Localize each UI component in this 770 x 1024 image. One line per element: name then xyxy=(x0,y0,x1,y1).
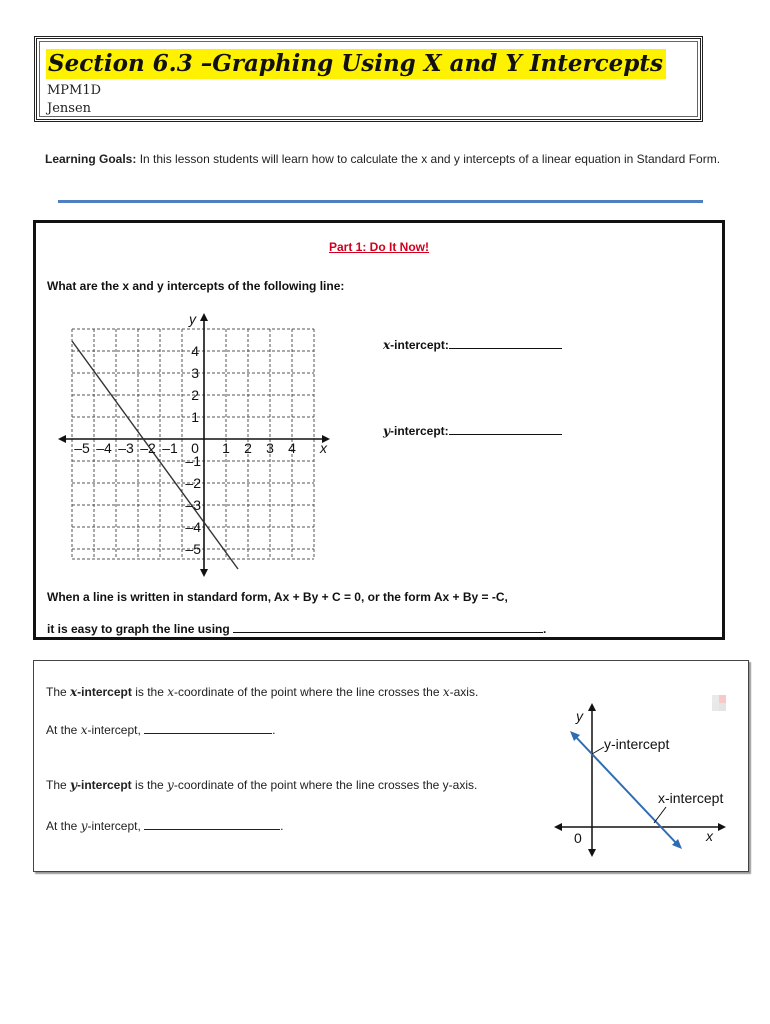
learning-goals-text: In this lesson students will learn how to calculate the x and y intercepts of a linear equation in Standard Form. xyxy=(139,152,721,166)
x-axis-arrow-left xyxy=(58,435,66,443)
y-intercept-label: -intercept: xyxy=(389,424,449,438)
text-fragment: y xyxy=(167,778,174,792)
part1-question: What are the x and y intercepts of the following line: xyxy=(47,279,345,293)
intercept-diagram xyxy=(554,699,734,859)
text-fragment: x xyxy=(167,685,174,699)
text-fragment: -axis. xyxy=(449,685,479,699)
text-fragment: -coordinate of the point where the line crosses the xyxy=(174,685,443,699)
x-tick: 1 xyxy=(222,440,230,456)
y-axis-arrow-down xyxy=(200,569,208,577)
y-tick: –1 xyxy=(185,453,201,469)
y-tick: 1 xyxy=(191,409,199,425)
y-tick: –4 xyxy=(185,519,201,535)
y-tick: –5 xyxy=(185,541,201,557)
title-box xyxy=(34,36,703,122)
intercepts-box xyxy=(33,660,749,872)
at-x-answer-line[interactable] xyxy=(144,721,272,734)
at-y-answer-line[interactable] xyxy=(144,817,280,830)
x-tick: –5 xyxy=(74,440,90,456)
x-tick: 0 xyxy=(191,440,199,456)
part1-heading: Part 1: Do It Now! xyxy=(328,240,429,254)
text-fragment: . xyxy=(272,723,276,737)
text-fragment: At the xyxy=(46,819,81,833)
y-intercept-blank xyxy=(383,422,562,438)
y-intercept-answer-line[interactable] xyxy=(449,422,562,435)
graph-y-label: y xyxy=(189,311,196,327)
diagram-origin-label: 0 xyxy=(574,830,582,846)
diagram-y-label: y xyxy=(576,708,583,724)
diagram-x-label: x xyxy=(706,828,713,844)
diagram-y-intercept-label: y-intercept xyxy=(604,736,670,752)
learning-goals xyxy=(45,149,730,169)
diagram-x-intercept-label: x-intercept xyxy=(658,790,724,806)
diagram-x-arrow-left xyxy=(554,823,562,831)
y-intercept-definition xyxy=(46,778,477,792)
text-fragment: x xyxy=(70,685,78,699)
page-title: Section 6.3 –Graphing Using X and Y Intercepts xyxy=(46,49,666,79)
x-tick: –1 xyxy=(162,440,178,456)
easy-text-line xyxy=(47,620,546,636)
y-tick: –3 xyxy=(185,497,201,513)
x-intercept-var: x xyxy=(383,338,391,352)
x-intercept-answer-line[interactable] xyxy=(449,336,562,349)
coordinate-graph xyxy=(56,311,346,583)
text-fragment: is the xyxy=(131,778,168,792)
y-tick: 2 xyxy=(191,387,199,403)
text-fragment: The xyxy=(46,778,71,792)
x-intercept-definition xyxy=(46,685,478,699)
x-tick: 4 xyxy=(288,440,296,456)
easy-text-end: . xyxy=(543,622,547,636)
at-x-intercept xyxy=(46,721,276,737)
diagram-x-arrow-right xyxy=(718,823,726,831)
easy-text: it is easy to graph the line using xyxy=(47,622,230,636)
y-intercept-var: y xyxy=(383,424,390,438)
easy-answer-line[interactable] xyxy=(233,620,543,633)
y-intercept-pointer xyxy=(592,747,604,754)
text-fragment: At the xyxy=(46,723,81,737)
text-fragment: is the xyxy=(131,685,168,699)
text-fragment: x xyxy=(80,723,88,737)
graph-x-label: x xyxy=(320,440,327,456)
x-intercept-pointer xyxy=(654,807,666,823)
diagram-y-arrow-up xyxy=(588,703,596,711)
text-fragment: -intercept xyxy=(77,778,132,792)
y-tick: –2 xyxy=(185,475,201,491)
text-fragment: -intercept, xyxy=(87,723,145,737)
x-tick: –3 xyxy=(118,440,134,456)
divider xyxy=(58,200,703,203)
text-fragment: The xyxy=(46,685,71,699)
at-y-intercept xyxy=(46,817,284,833)
x-tick: –4 xyxy=(96,440,112,456)
x-tick: 3 xyxy=(266,440,274,456)
x-tick: –2 xyxy=(140,440,156,456)
x-intercept-blank xyxy=(383,336,562,352)
diagram-y-arrow-down xyxy=(588,849,596,857)
x-tick: 2 xyxy=(244,440,252,456)
course-code: MPM1D xyxy=(47,83,102,98)
y-tick: 4 xyxy=(191,343,199,359)
text-fragment: -coordinate of the point where the line crosses the y-axis. xyxy=(173,778,478,792)
standard-form-text: When a line is written in standard form, Ax + By + C = 0, or the form Ax + By = -C, xyxy=(47,590,508,604)
learning-goals-label: Learning Goals: xyxy=(45,152,137,166)
part1-box xyxy=(33,220,725,640)
y-axis-arrow-up xyxy=(200,313,208,321)
text-fragment: -intercept xyxy=(77,685,132,699)
text-fragment: y xyxy=(80,819,88,833)
teacher-name: Jensen xyxy=(47,101,92,116)
text-fragment: . xyxy=(280,819,284,833)
x-intercept-label: -intercept: xyxy=(390,338,449,352)
text-fragment: y xyxy=(70,778,77,792)
y-tick: 3 xyxy=(191,365,199,381)
text-fragment: x xyxy=(442,685,450,699)
text-fragment: -intercept, xyxy=(87,819,145,833)
